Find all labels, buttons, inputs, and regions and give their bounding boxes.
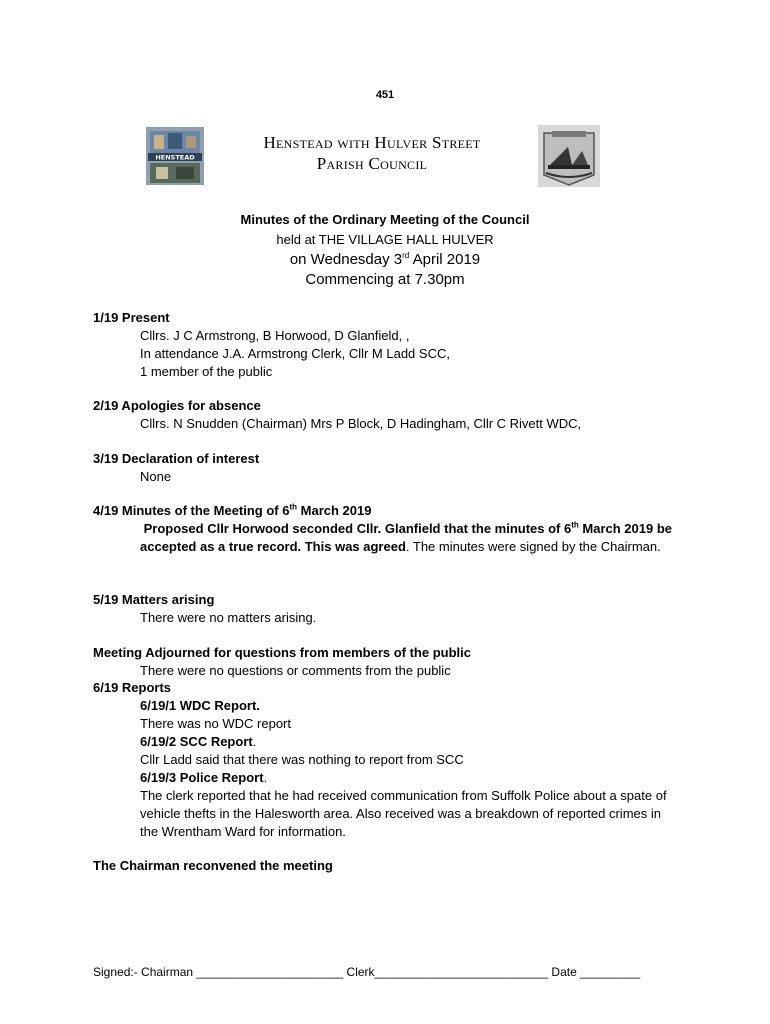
village-sign-logo <box>146 127 204 185</box>
scc-report-heading: 6/19/2 SCC Report. <box>140 734 257 749</box>
scc-report-text: Cllr Ladd said that there was nothing to report from SCC <box>140 752 464 767</box>
wdc-report-text: There was no WDC report <box>140 716 291 731</box>
meeting-date: on Wednesday 3rd April 2019 <box>289 251 481 268</box>
logo-sign-text: HENSTEAD <box>155 153 195 162</box>
declaration-heading: 3/19 Declaration of interest <box>93 451 260 466</box>
matters-body: There were no matters arising. <box>140 610 317 625</box>
police-report-text: The clerk reported that he had received communication from Suffolk Police about a spate of vehicle thefts in the Halesworth area. Also received was a breakdown of reported crimes in the Wrentham Ward for information. <box>140 788 667 839</box>
declaration-body: None <box>140 469 172 484</box>
page-number: 451 <box>375 89 395 101</box>
signature-line: Signed:- Chairman ______________________ Clerk__________________________ Date _________ <box>93 965 641 979</box>
present-heading: 1/19 Present <box>93 310 170 325</box>
apologies-heading: 2/19 Apologies for absence <box>93 398 261 413</box>
minutes-body: Proposed Cllr Horwood seconded Cllr. Glanfield that the minutes of 6th March 2019 be accepted as a true record. This was agreed. The minutes were signed by the Chairman. <box>140 520 673 554</box>
council-name-line2: Parish Council <box>316 154 428 173</box>
police-report-heading: 6/19/3 Police Report. <box>140 770 268 785</box>
matters-heading: 5/19 Matters arising <box>93 592 215 607</box>
commencing-time: Commencing at 7.30pm <box>305 271 465 288</box>
adjourned-body: There were no questions or comments from the public <box>140 663 451 678</box>
reports-heading: 6/19 Reports <box>93 680 172 695</box>
present-body: Cllrs. J C Armstrong, B Horwood, D Glanfield, , In attendance J.A. Armstrong Clerk, Cllr M Ladd SCC, 1 member of the public <box>140 328 450 379</box>
parish-crest-logo <box>538 125 600 187</box>
apologies-body: Cllrs. N Snudden (Chairman) Mrs P Block, D Hadingham, Cllr C Rivett WDC, <box>140 416 582 431</box>
reports-body <box>140 697 680 841</box>
reconvened-heading: The Chairman reconvened the meeting <box>93 858 333 873</box>
adjourned-heading: Meeting Adjourned for questions from members of the public <box>93 645 471 660</box>
wdc-report-heading: 6/19/1 WDC Report. <box>140 698 260 713</box>
council-name-line1: Henstead with Hulver Street <box>263 133 481 152</box>
venue-line: held at THE VILLAGE HALL HULVER <box>276 232 494 247</box>
minutes-title: Minutes of the Ordinary Meeting of the Council <box>240 212 530 227</box>
council-name <box>222 132 522 174</box>
minutes-heading: 4/19 Minutes of the Meeting of 6th March 2019 <box>93 502 372 518</box>
